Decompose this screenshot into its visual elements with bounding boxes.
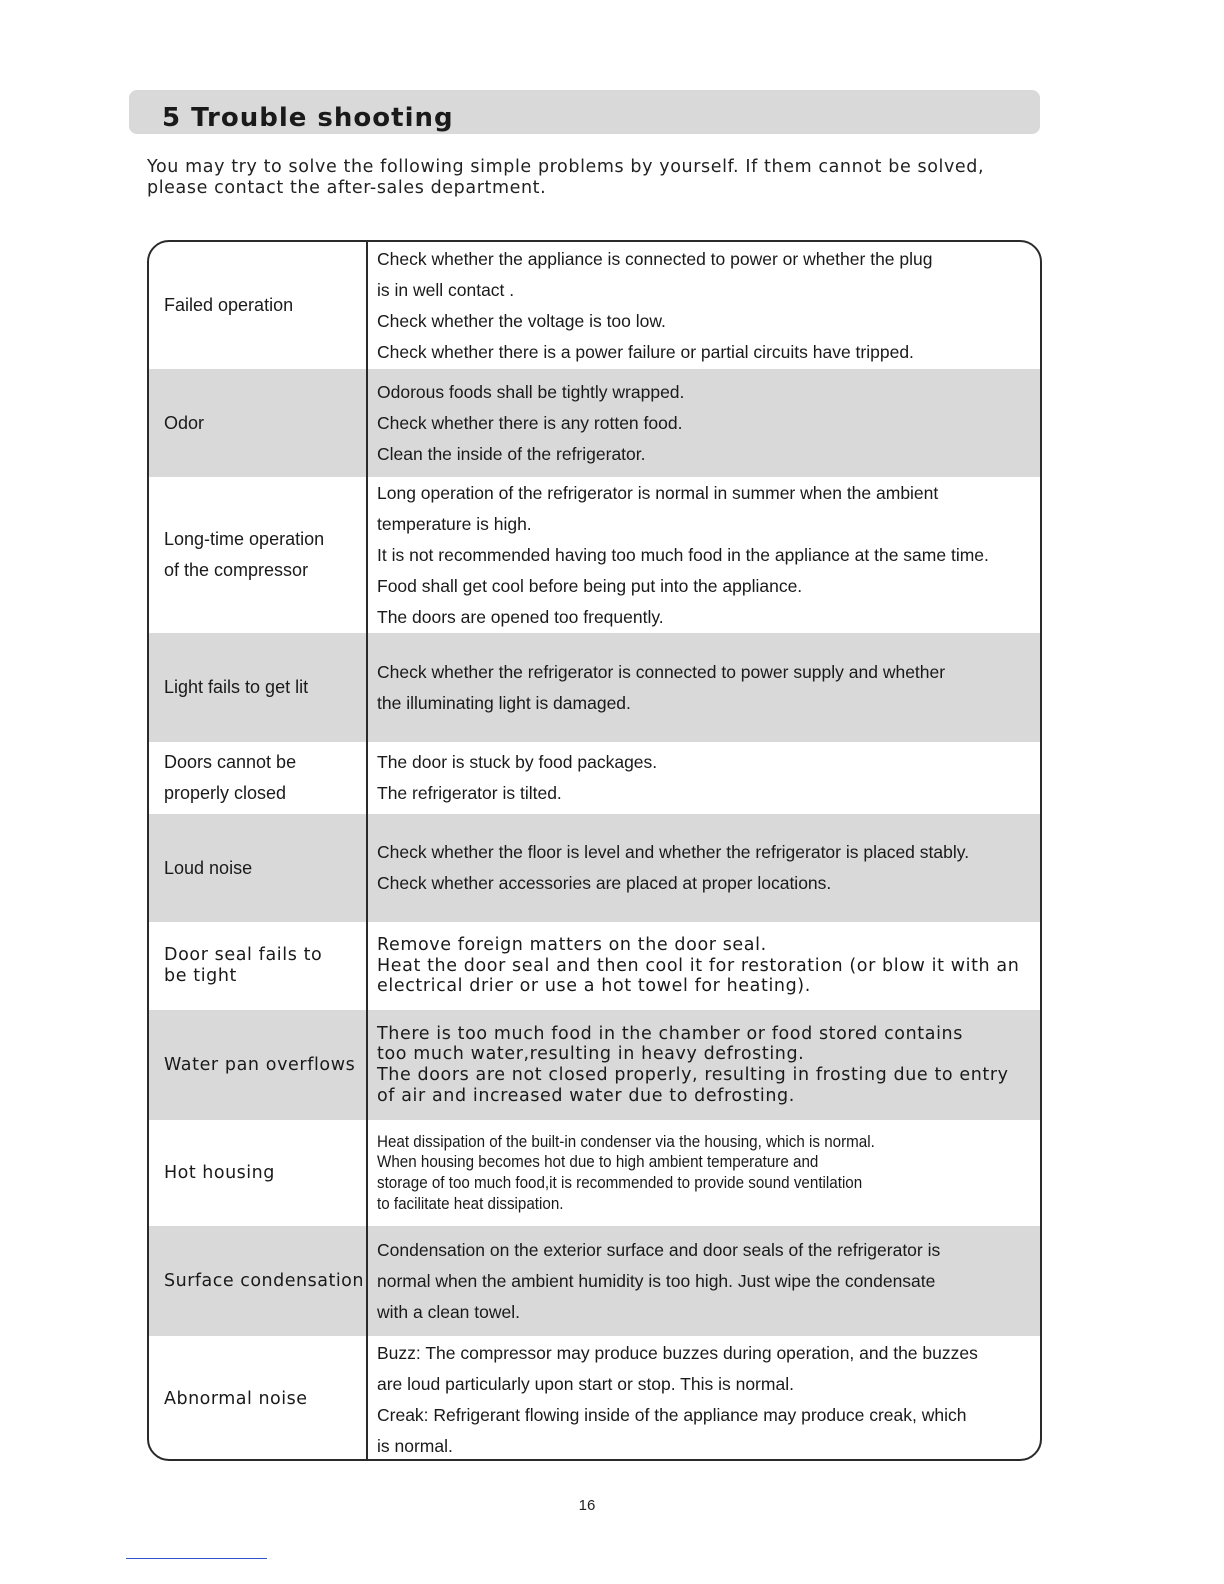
table-row	[149, 633, 1040, 742]
problem-cell	[164, 477, 364, 633]
solution-text: Heat dissipation of the built-in condenser via the housing, which is normal.	[377, 1132, 875, 1151]
solution-cell	[377, 1226, 1020, 1336]
solution-text: Remove foreign matters on the door seal.	[377, 935, 767, 956]
solution-text: Check whether there is any rotten food.	[377, 412, 683, 433]
problem-text: Hot housing	[164, 1162, 275, 1183]
solution-text: The door is stuck by food packages.	[377, 752, 658, 772]
problem-cell	[164, 1010, 364, 1120]
solution-text: the illuminating light is damaged.	[377, 692, 631, 713]
problem-cell	[164, 242, 364, 369]
table-row	[149, 1336, 1040, 1461]
section-header-bar	[129, 90, 1040, 134]
problem-cell	[164, 742, 364, 814]
solution-text: Buzz: The compressor may produce buzzes during operation, and the buzzes	[377, 1342, 978, 1363]
problem-text: Surface condensation	[164, 1270, 364, 1291]
problem-cell	[164, 1336, 379, 1461]
problem-text: Failed operation	[164, 295, 294, 315]
troubleshooting-table	[147, 240, 1042, 1461]
page-number: 16	[578, 1497, 596, 1514]
solution-text: too much water,resulting in heavy defrosting.	[377, 1044, 805, 1065]
solution-text: The doors are opened too frequently.	[377, 606, 664, 627]
solution-cell	[377, 814, 1020, 922]
solution-text: Check whether there is a power failure or partial circuits have tripped.	[377, 341, 914, 362]
solution-text: of air and increased water due to defrosting.	[377, 1085, 795, 1106]
solution-text: Check whether the refrigerator is connected to power supply and whether	[377, 661, 946, 682]
solution-text: to facilitate heat dissipation.	[377, 1194, 564, 1213]
solution-text: temperature is high.	[377, 513, 532, 534]
problem-cell	[164, 633, 364, 742]
solution-text: electrical drier or use a hot towel for heating).	[377, 976, 811, 997]
column-divider	[366, 242, 368, 1459]
solution-cell	[377, 742, 1020, 814]
solution-text: Check whether the voltage is too low.	[377, 310, 666, 331]
problem-text: properly closed	[164, 783, 287, 803]
solution-text: Clean the inside of the refrigerator.	[377, 443, 646, 464]
solution-text: The doors are not closed properly, resulting in frosting due to entry	[377, 1065, 1009, 1085]
solution-text: storage of too much food,it is recommended to provide sound ventilation	[377, 1174, 863, 1192]
table-row	[149, 1010, 1040, 1120]
solution-text: There is too much food in the chamber or food stored contains	[377, 1023, 963, 1044]
problem-text: Light fails to get lit	[164, 677, 309, 697]
solution-cell	[377, 1120, 1024, 1226]
solution-text: Long operation of the refrigerator is normal in summer when the ambient	[377, 482, 939, 503]
footnote-rule	[126, 1558, 267, 1559]
problem-text: Door seal fails to	[164, 945, 323, 965]
problem-cell	[164, 922, 364, 1010]
solution-cell	[377, 1010, 1020, 1120]
solution-text: are loud particularly upon start or stop. This is normal.	[377, 1373, 794, 1394]
solution-text: is normal.	[377, 1435, 453, 1456]
page-title: 5 Trouble shooting	[162, 103, 454, 133]
solution-cell	[377, 369, 1020, 477]
solution-text: It is not recommended having too much food in the appliance at the same time.	[377, 544, 989, 565]
problem-cell	[164, 369, 364, 477]
solution-cell	[377, 242, 1020, 369]
table-row	[149, 922, 1040, 1010]
solution-text: Check whether the floor is level and whether the refrigerator is placed stably.	[377, 842, 970, 862]
problem-text: Long-time operation	[164, 529, 325, 549]
solution-cell	[377, 1336, 1020, 1461]
intro-line: You may try to solve the following simple problems by yourself. If them cannot be solved,	[147, 157, 985, 177]
problem-text: Odor	[164, 412, 205, 433]
intro-paragraph	[147, 157, 1027, 199]
problem-cell	[164, 814, 364, 922]
solution-text: normal when the ambient humidity is too high. Just wipe the condensate	[377, 1270, 936, 1291]
problem-text: Loud noise	[164, 857, 253, 878]
table-row	[149, 369, 1040, 477]
problem-text: of the compressor	[164, 560, 309, 580]
problem-text: be tight	[164, 966, 238, 986]
solution-text: The refrigerator is tilted.	[377, 783, 562, 803]
intro-line: please contact the after-sales department.	[147, 178, 547, 198]
problem-cell	[164, 1226, 379, 1336]
table-row	[149, 477, 1040, 633]
solution-cell	[377, 477, 1020, 633]
solution-text: Check whether the appliance is connected to power or whether the plug	[377, 248, 933, 269]
table-row	[149, 814, 1040, 922]
table-row	[149, 242, 1040, 369]
solution-cell	[377, 633, 1020, 742]
solution-text: is in well contact .	[377, 279, 515, 300]
table-row	[149, 742, 1040, 814]
solution-text: When housing becomes hot due to high ambient temperature and	[377, 1153, 819, 1172]
problem-cell	[164, 1120, 364, 1226]
solution-text: with a clean towel.	[377, 1301, 520, 1322]
problem-text: Abnormal noise	[164, 1389, 308, 1409]
problem-text: Water pan overflows	[164, 1054, 356, 1075]
solution-cell	[377, 922, 1020, 1010]
solution-text: Creak: Refrigerant flowing inside of the appliance may produce creak, which	[377, 1404, 967, 1425]
table-row	[149, 1226, 1040, 1336]
solution-text: Food shall get cool before being put into the appliance.	[377, 575, 803, 596]
solution-text: Heat the door seal and then cool it for restoration (or blow it with an	[377, 955, 1020, 976]
problem-text: Doors cannot be	[164, 752, 297, 772]
solution-text: Odorous foods shall be tightly wrapped.	[377, 381, 685, 402]
table-row	[149, 1120, 1040, 1226]
solution-text: Condensation on the exterior surface and door seals of the refrigerator is	[377, 1239, 941, 1260]
solution-text: Check whether accessories are placed at proper locations.	[377, 873, 832, 893]
